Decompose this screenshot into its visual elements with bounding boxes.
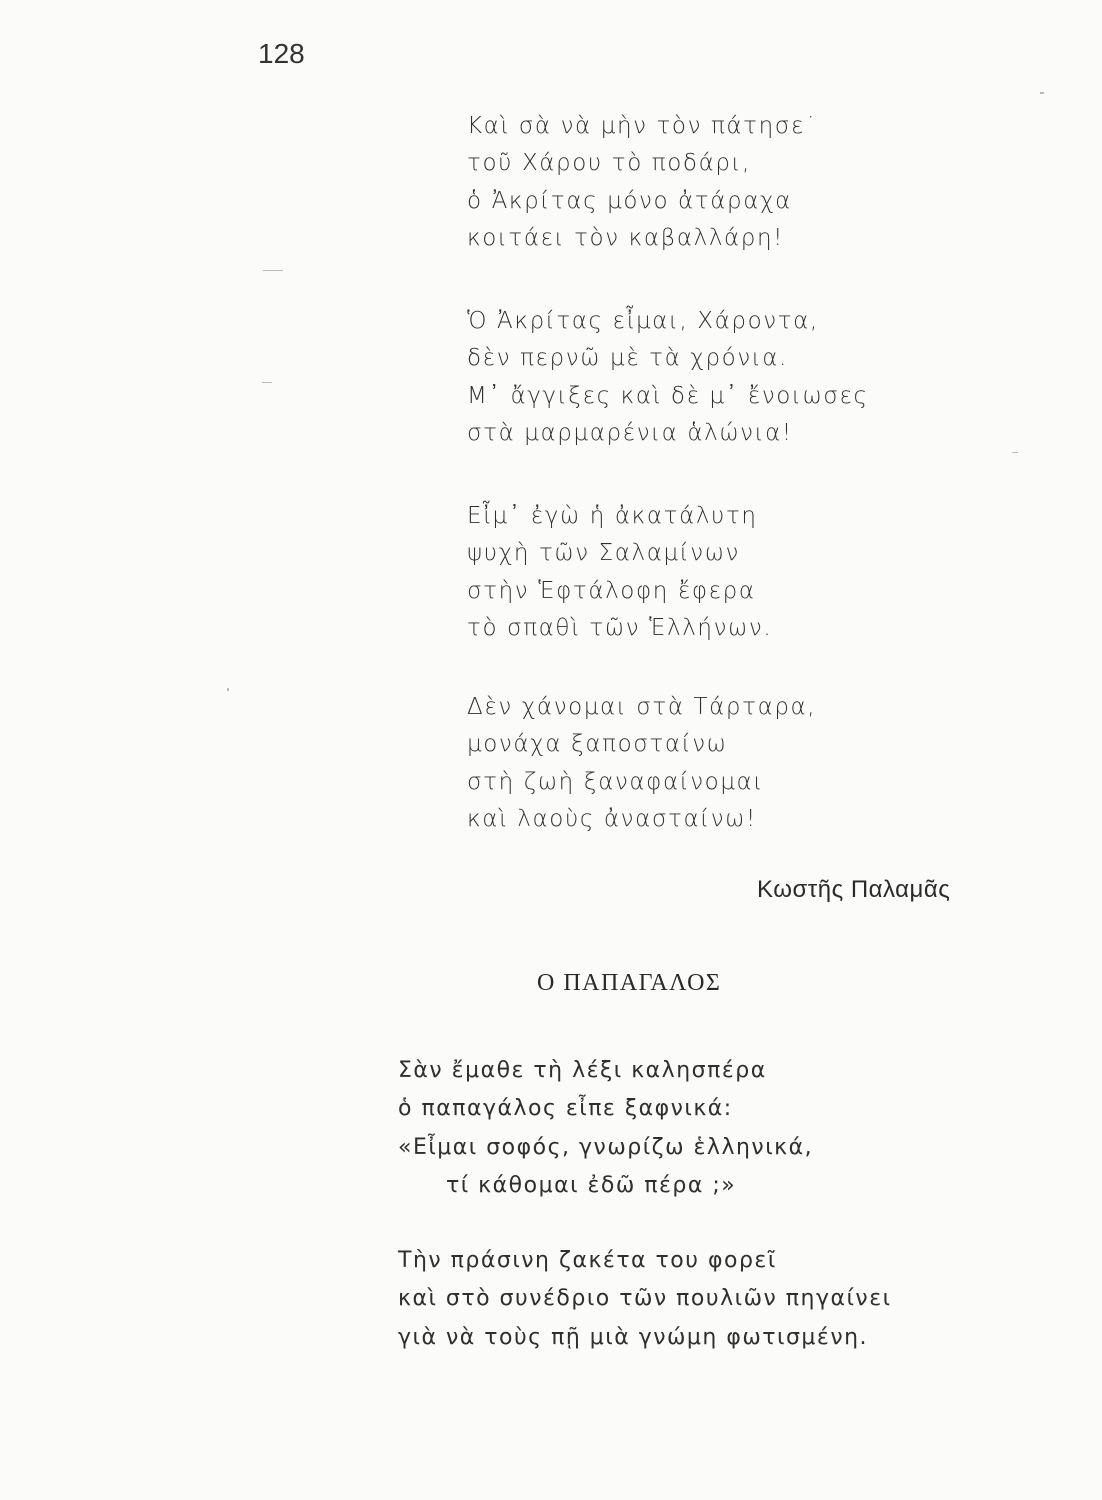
poem2-stanza-2 <box>398 1242 892 1357</box>
poem1-stanza-4 <box>467 689 816 838</box>
poem-title: Ο ΠΑΠΑΓΑΛΟΣ <box>537 970 722 996</box>
page-number: 128 <box>258 38 305 69</box>
poem-line: στὰ μαρμαρένια ἁλώνια! <box>467 419 793 446</box>
poem-line: ὁ παπαγάλος εἶπε ξαφνικά: <box>398 1096 733 1122</box>
poem-line: Εἶμ᾽ ἐγὼ ἡ ἀκατάλυτη <box>467 503 758 529</box>
poem-line: καὶ στὸ συνέδριο τῶν πουλιῶν πηγαίνει <box>398 1286 892 1312</box>
poem2-stanza-1 <box>398 1052 813 1205</box>
poem-line: μονάχα ξαποσταίνω <box>467 731 728 758</box>
poem-line: «Εἶμαι σοφός, γνωρίζω ἑλληνικά, <box>398 1134 814 1160</box>
poem-line: Ὁ Ἀκρίτας εἶμαι, Χάροντα, <box>467 308 819 334</box>
poem-line: καὶ λαοὺς ἀνασταίνω! <box>467 805 757 832</box>
poem-line: Σὰν ἔμαθε τὴ λέξι καλησπέρα <box>398 1058 767 1083</box>
poem-line: γιὰ νὰ τοὺς πῇ μιὰ γνώμη φωτισμένη. <box>398 1324 869 1350</box>
poem1-stanza-1 <box>467 108 818 257</box>
poem-line: δὲν περνῶ μὲ τὰ χρόνια. <box>467 345 788 372</box>
poem-line: στὴ ζωὴ ξαναφαίνομαι <box>467 768 764 795</box>
poem-line: Δὲν χάνομαι στὰ Τάρταρα, <box>467 694 817 720</box>
poem-line: στὴν Ἑφτάλοφη ἔφερα <box>467 577 756 604</box>
poem-line: ψυχὴ τῶν Σαλαμίνων <box>467 540 741 567</box>
poem1-stanza-3 <box>467 498 772 647</box>
poem-author: Κωστῆς Παλαμᾶς <box>757 876 951 903</box>
scan-speck <box>262 382 272 383</box>
poem-line: τοῦ Χάρου τὸ ποδάρι, <box>467 150 751 177</box>
scan-speck <box>1040 92 1044 94</box>
scan-speck <box>227 688 229 691</box>
poem-line: Τὴν πράσινη ζακέτα του φορεῖ <box>398 1248 777 1273</box>
poem-line: κοιτάει τὸν καβαλλάρη! <box>467 224 785 251</box>
scan-speck <box>1012 452 1018 453</box>
poem1-stanza-2 <box>467 303 869 452</box>
poem-line: τὸ σπαθὶ τῶν Ἑλλήνων. <box>467 614 773 641</box>
poem-line: Μ᾽ ἄγγιξες καὶ δὲ μ᾽ ἔνοιωσες <box>467 382 869 409</box>
poem-line: ὁ Ἀκρίτας μόνο ἀτάραχα <box>467 187 792 214</box>
scan-speck <box>263 270 283 271</box>
poem-line: τί κάθομαι ἐδῶ πέρα ;» <box>446 1172 737 1198</box>
poem-line: Καὶ σὰ νὰ μὴν τὸν πάτησε˙ <box>467 113 819 139</box>
